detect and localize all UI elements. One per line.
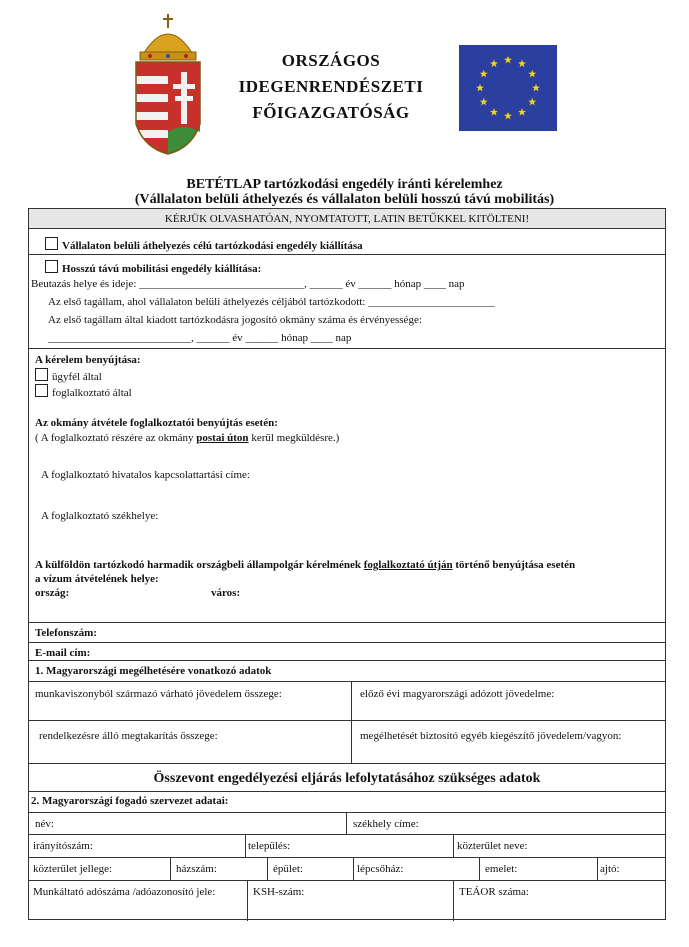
- house-number-field[interactable]: házszám:: [176, 863, 217, 875]
- form-title-line1: BETÉTLAP tartózkodási engedély iránti kérelemhez: [186, 177, 503, 192]
- transfer-permit-label: Vállalaton belüli áthelyezés célú tartózkodási engedély kiállítása: [62, 240, 363, 252]
- savings-field[interactable]: rendelkezésre álló megtakarítás összege:: [39, 730, 218, 742]
- org-name-line1: ORSZÁGOS: [281, 51, 381, 70]
- first-state-line[interactable]: Az első tagállam, ahol vállalaton belüli áthelyezés céljából tartózkodott: _______________________: [48, 296, 495, 308]
- pickup-note-postal: postai úton: [196, 432, 249, 444]
- document-line: Az első tagállam által kiadott tartózkodásra jogosító okmány száma és érvényessége:: [48, 314, 422, 326]
- visa-line1-end: történő benyújtása esetén: [452, 559, 576, 571]
- submit-by-employer-label: foglalkoztató által: [52, 387, 132, 399]
- livelihood-heading: 1. Magyarországi megélhetésére vonatkozó adatok: [35, 665, 272, 677]
- tax-number-field[interactable]: Munkáltató adószáma /adóazonosító jele:: [33, 886, 216, 898]
- previous-income-field[interactable]: előző évi magyarországi adózott jövedelme:: [360, 688, 555, 700]
- org-name-line2: IDEGENRENDÉSZETI: [238, 77, 424, 96]
- street-type-field[interactable]: közterület jellege:: [33, 863, 113, 875]
- building-field[interactable]: épület:: [273, 863, 303, 875]
- submit-by-client-label: ügyfél által: [52, 371, 102, 383]
- host-seat-field[interactable]: székhely címe:: [353, 818, 419, 830]
- staircase-field[interactable]: lépcsőház:: [357, 863, 404, 875]
- submit-by-employer-checkbox[interactable]: [35, 384, 48, 397]
- application-form: [28, 208, 666, 920]
- visa-line2: a vízum átvételének helye:: [35, 573, 159, 585]
- phone-label[interactable]: Telefonszám:: [35, 627, 97, 639]
- email-label[interactable]: E-mail cím:: [35, 647, 91, 659]
- visa-line1-start: A külföldön tartózkodó harmadik országbeli állampolgár kérelmének: [35, 559, 364, 571]
- country-label[interactable]: ország:: [35, 587, 70, 599]
- other-income-field[interactable]: megélhetését biztosító egyéb kiegészítő jövedelem/vagyon:: [360, 730, 622, 742]
- submission-heading: A kérelem benyújtása:: [35, 354, 141, 366]
- visa-pickup-text: [35, 559, 575, 572]
- coat-of-arms: [128, 14, 208, 164]
- visa-line1-employer: foglalkoztató útján: [363, 559, 453, 571]
- combined-procedure-heading: Összevont engedélyezési eljárás lefolytatásához szükséges adatok: [153, 771, 541, 786]
- pickup-note-start: ( A foglalkoztató részére az okmány: [35, 432, 197, 444]
- host-name-field[interactable]: név:: [35, 818, 54, 830]
- floor-field[interactable]: emelet:: [485, 863, 518, 875]
- eu-flag-icon: [459, 118, 557, 135]
- ksh-number-field[interactable]: KSH-szám:: [253, 886, 305, 898]
- postal-code-field[interactable]: irányítószám:: [33, 840, 93, 852]
- submit-by-client-checkbox[interactable]: [35, 368, 48, 381]
- entry-line[interactable]: Beutazás helye és ideje: ______________________________, ______ év ______ hónap ____ nap: [31, 278, 465, 290]
- document-date-line[interactable]: __________________________, ______ év ______ hónap ____ nap: [48, 332, 352, 344]
- pickup-note-end: kerül megküldésre.): [248, 432, 340, 444]
- eu-flag: [459, 45, 557, 131]
- mobility-permit-checkbox[interactable]: [45, 260, 58, 273]
- org-name-line3: FŐIGAZGATÓSÁG: [252, 103, 410, 122]
- pickup-note: [35, 432, 339, 445]
- expected-income-field[interactable]: munkaviszonyból származó várható jövedelem összege:: [35, 688, 282, 700]
- hungarian-coat-of-arms-icon: [128, 151, 208, 168]
- city-label[interactable]: város:: [211, 587, 241, 599]
- employer-seat-label: A foglalkoztató székhelye:: [41, 510, 159, 522]
- instruction-banner-text: KÉRJÜK OLVASHATÓAN, NYOMTATOTT, LATIN BETŰKKEL KITÖLTENI!: [164, 213, 530, 225]
- street-name-field[interactable]: közterület neve:: [457, 840, 528, 852]
- settlement-field[interactable]: település:: [248, 840, 291, 852]
- door-field[interactable]: ajtó:: [600, 863, 620, 875]
- employer-contact-address-label: A foglalkoztató hivatalos kapcsolattartási címe:: [41, 469, 250, 481]
- transfer-permit-checkbox[interactable]: [45, 237, 58, 250]
- teaor-number-field[interactable]: TEÁOR száma:: [459, 886, 529, 898]
- form-title-line2: (Vállalaton belüli áthelyezés és vállalaton belüli hosszú távú mobilitás): [134, 192, 555, 207]
- pickup-heading: Az okmány átvétele foglalkoztatói benyújtás esetén:: [35, 417, 278, 429]
- host-org-heading: 2. Magyarországi fogadó szervezet adatai:: [31, 795, 229, 807]
- mobility-permit-label: Hosszú távú mobilitási engedély kiállítása:: [62, 263, 262, 275]
- org-name: [226, 48, 436, 126]
- form-title: [0, 177, 689, 207]
